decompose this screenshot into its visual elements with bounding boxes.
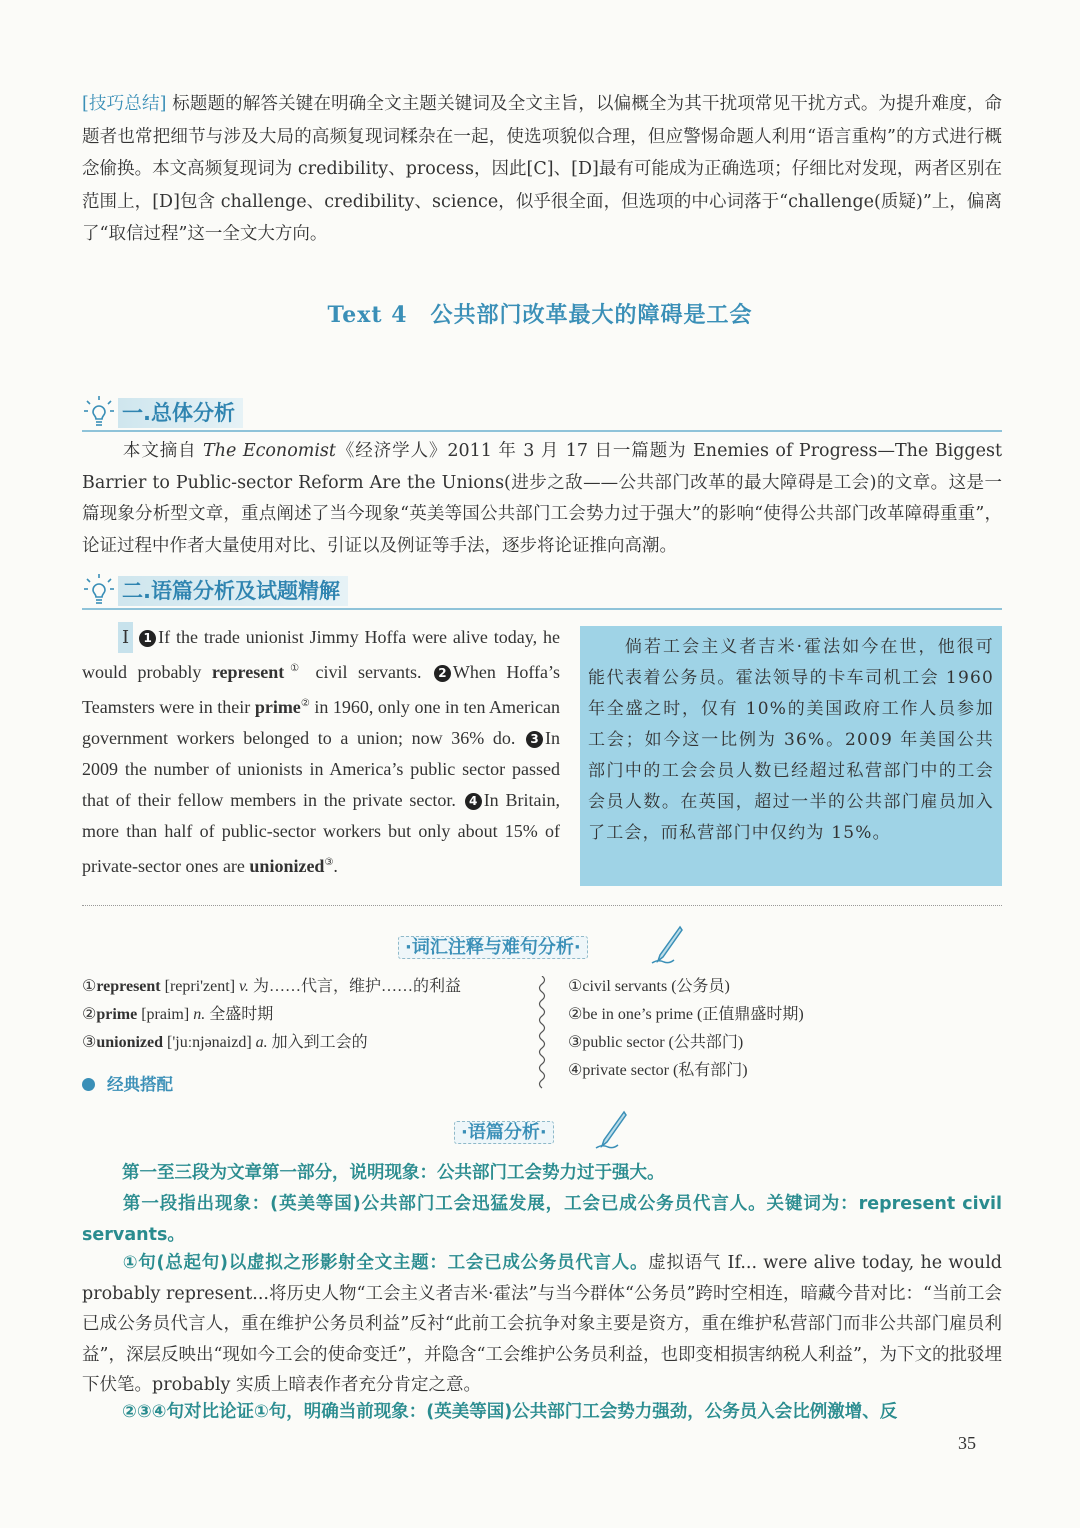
classic-collocation-label: 经典搭配 <box>82 1071 173 1095</box>
pen-icon <box>594 1110 628 1150</box>
vocab-item: ①represent [repri'zent] v. 为……代言，维护……的利益 <box>82 978 461 995</box>
analysis-sentence-one: ①句(总起句)以虚拟之形影射全文主题：工会已成公务员代言人。虚拟语气 If... were alive today, he would probably represent...将历史人物“工会主义者吉米·霍法”与当今群体“公务员”跨时空相连，暗藏今昔对比：“当前工会已成公务员代言人，重在维护公务员利益”反衬“此前工会抗争对象主要是资方，重在维护私营部门而非公共部门雇员利益”，深层反映出“现如今工会的使命变迁”，并隐含“工会维护公务员利益，也即变相损害纳税人利益”，为下文的批驳埋下伏笔。probably 实质上暗表作者充分肯定之意。 <box>82 1253 1002 1395</box>
collocation-item: ③public sector (公共部门) <box>568 1034 744 1051</box>
text-title: Text 4 公共部门改革最大的障碍是工会 <box>327 302 753 328</box>
sentence-number: 1 <box>139 630 156 647</box>
sentence-number: 3 <box>526 731 543 748</box>
analysis-paragraph-one: 第一段指出现象：(英美等国)公共部门工会迅猛发展，工会已成公务员代言人。关键词为：represent civil servants。 <box>82 1194 1002 1245</box>
vocab-item: ②prime [praim] n. 全盛时期 <box>82 1006 274 1023</box>
tip-summary-paragraph <box>82 88 1002 251</box>
section-header-overview <box>82 394 1002 432</box>
squiggle-divider <box>536 976 548 1094</box>
tip-text: 标题题的解答关键在明确全文主题关键词及全文主旨，以偏概全为其干扰项常见干扰方式。为提升难度，命题者也常把细节与涉及大局的高频复现词糅杂在一起，使选项貌似合理，但应警惕命题人利用“语言重构”的方式进行概念偷换。本文高频复现词为 credibility、process，因此[C]、[D]最有可能成为正确选项；仔细比对发现，两者区别在范围上，[D]包含 challenge、credibility、science，似乎很全面，但选项的中心词落于“challenge(质疑)”上，偏离了“取信过程”这一全文大方向。 <box>82 94 1002 244</box>
collocation-item: ②be in one’s prime (正值鼎盛时期) <box>568 1006 804 1023</box>
analysis-part-one: 第一至三段为文章第一部分，说明现象：公共部门工会势力过于强大。 <box>122 1163 665 1183</box>
translation-text: 倘若工会主义者吉米·霍法如今在世，他很可能代表着公务员。霍法领导的卡车司机工会 1960 年全盛之时，仅有 10%的美国政府工作人员参加工会；如今这一比例为 36%。2009 年美国公共部门中的工会会员人数已经超过私营部门中的工会会员人数。在英国，超过一半的公共部门雇员加入了工会，而私营部门中仅约为 15%。 <box>588 637 994 843</box>
key-word: prime <box>254 697 301 717</box>
vocab-item: ③unionized ['juːnjənaizd] a. 加入到工会的 <box>82 1034 368 1051</box>
source-title: The Economist <box>203 441 336 461</box>
paragraph-marker: Ⅰ <box>118 622 133 653</box>
pen-icon <box>650 925 684 965</box>
vocab-list <box>82 973 522 1057</box>
sentence-number: 2 <box>434 665 451 682</box>
passage-english: Ⅰ 1 If the trade unionist Jimmy Hoffa were alive today, he would probably represent① civil servants. 2 When Hoffa’s Teamsters were in their prime② in 1960, only one in ten American government workers belonged to a union; now 36% do. 3 In 2009 the number of unionists in America’s public sector passed that of their fellow members in the private sector. 4 In Britain, more than half of public-sector workers but only about 15% of private-sector ones are unionized③. <box>82 622 560 882</box>
section-header-discourse <box>82 572 1002 610</box>
lightbulb-icon <box>82 394 116 430</box>
page-number: 35 <box>958 1433 976 1453</box>
analysis-heading: ·语篇分析· <box>454 1118 554 1148</box>
lightbulb-icon <box>82 572 116 608</box>
translation-box <box>580 626 1002 886</box>
analysis-sentences-two-four: ②③④句对比论证①句，明确当前现象：(英美等国)公共部门工会势力强劲，公务员入会比例激增、反 <box>122 1402 898 1422</box>
key-word: unionized <box>249 856 325 876</box>
overview-paragraph: 本文摘自 The Economist《经济学人》2011 年 3 月 17 日一篇题为 Enemies of Progress—The Biggest Barrier to Public-sector Reform Are the Unions(进步之敌——公共部门改革的最大障碍是工会)的文章。这是一篇现象分析型文章，重点阐述了当今现象“英美等国公共部门工会势力过于强大”的影响“使得公共部门改革障碍重重”，论证过程中作者大量使用对比、引证以及例证等手法，逐步将论证推向高潮。 <box>82 441 1002 556</box>
sentence-number: 4 <box>465 793 482 810</box>
collocation-item: ④private sector (私有部门) <box>568 1062 748 1079</box>
key-word: represent <box>211 662 285 682</box>
tip-label: [技巧总结] <box>82 94 167 114</box>
collocation-item: ①civil servants (公务员) <box>568 978 730 995</box>
section-heading-discourse: 二.语篇分析及试题精解 <box>118 576 348 606</box>
collocation-list <box>568 973 988 1085</box>
vocab-heading: ·词汇注释与难句分析· <box>398 933 588 963</box>
bullet-dot <box>82 1078 95 1091</box>
section-heading-overview: 一.总体分析 <box>118 398 243 428</box>
dotted-divider <box>82 905 1002 906</box>
